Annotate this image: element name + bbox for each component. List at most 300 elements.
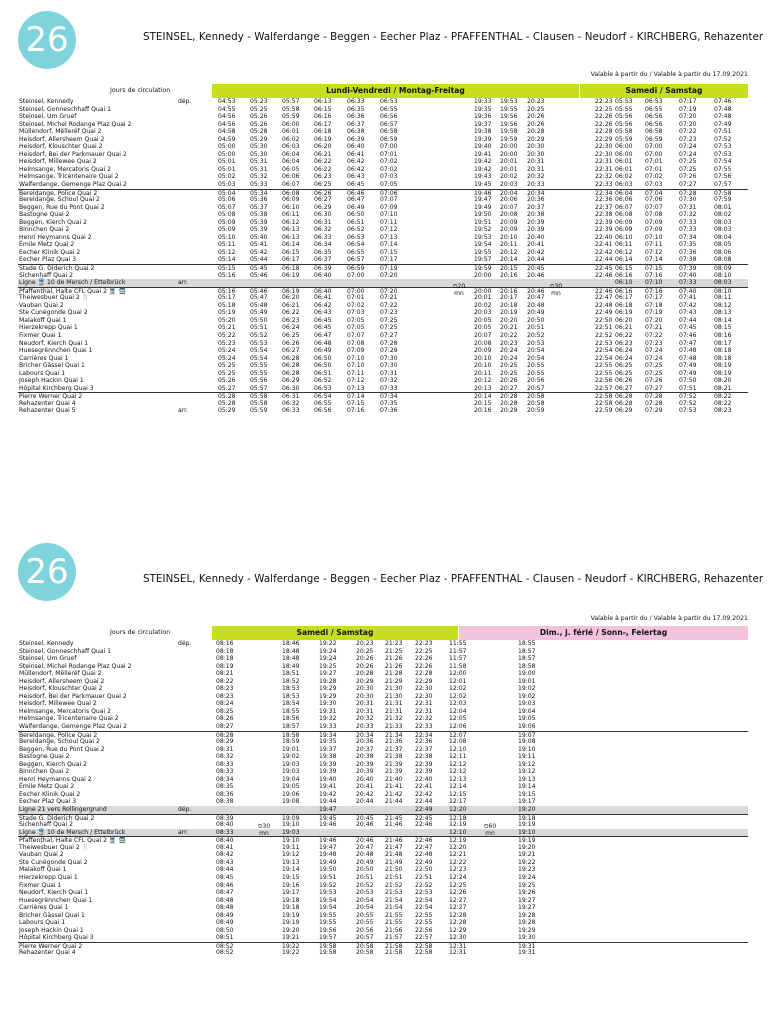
table-row xyxy=(18,798,748,806)
time-cell: 05:58 xyxy=(282,105,300,113)
time-cell: 21:26 xyxy=(385,662,403,670)
time-cell: 05:54 xyxy=(250,354,268,362)
time-cell: 07:48 xyxy=(714,105,732,113)
timetable-rows xyxy=(18,98,748,415)
time-cell: 20:20 xyxy=(500,316,518,324)
time-cell: 20:54 xyxy=(356,904,374,912)
time-cell: 07:09 xyxy=(347,347,365,355)
time-cell: 19:47 xyxy=(319,806,337,814)
time-cell: 22:50 xyxy=(415,866,433,874)
stop-name: Helmsange, Mercatoris Quai 2 xyxy=(19,165,112,173)
time-cell: 07:56 xyxy=(714,173,732,181)
time-cell: 07:17 xyxy=(380,256,398,264)
time-cell: 07:20 xyxy=(380,287,398,295)
stop-name: Bereldange, Police Quai 2 xyxy=(19,731,98,739)
time-cell: 08:35 xyxy=(216,783,234,791)
time-cell: 08:10 xyxy=(714,271,732,279)
time-cell: 22:31 xyxy=(415,700,433,708)
time-cell: 05:00 xyxy=(218,150,236,158)
time-cell: 22:40 xyxy=(415,775,433,783)
time-cell: 05:23 xyxy=(250,98,268,105)
time-cell: 05:48 xyxy=(250,301,268,309)
table-row xyxy=(18,663,748,671)
stop-name: Neudorf, Kierch Quai 1 xyxy=(19,339,89,347)
stop-name: Joseph Hackin Quai 1 xyxy=(19,926,84,934)
time-cell: 21:47 xyxy=(385,843,403,851)
stop-suffix: arr. xyxy=(178,828,189,836)
time-cell: 21:53 xyxy=(385,889,403,897)
time-cell: 22:54 xyxy=(415,896,433,904)
time-cell: 05:27 xyxy=(218,384,236,392)
time-cell: 05:39 xyxy=(250,226,268,234)
table-row xyxy=(18,708,748,716)
table-row xyxy=(18,927,748,935)
time-cell: 19:01 xyxy=(282,745,300,753)
time-cell: 06:23 xyxy=(314,173,332,181)
time-cell: 20:41 xyxy=(356,783,374,791)
sunday-band: Dim., j. férié / Sonn-, Feiertag xyxy=(459,626,748,640)
stop-name: Fixmer Quai 1 xyxy=(19,331,62,339)
time-cell: 06:57 xyxy=(380,120,398,128)
time-cell: 07:14 xyxy=(645,256,663,264)
time-cell: 08:33 xyxy=(216,768,234,776)
time-cell: 06:06 xyxy=(615,196,633,204)
time-cell: 06:55 xyxy=(380,105,398,113)
time-cell: 06:19 xyxy=(282,287,300,295)
time-cell: 05:24 xyxy=(218,354,236,362)
time-cell: 06:22 xyxy=(314,165,332,173)
time-cell: 05:16 xyxy=(218,271,236,279)
time-cell: 05:34 xyxy=(250,189,268,197)
time-cell: 06:50 xyxy=(347,211,365,219)
time-cell: 20:13 xyxy=(474,384,492,392)
time-cell: 07:06 xyxy=(645,196,663,204)
table-row xyxy=(18,294,748,302)
time-cell: 06:13 xyxy=(282,233,300,241)
time-cell: 06:37 xyxy=(347,120,365,128)
time-cell: 06:26 xyxy=(615,377,633,385)
time-cell: 20:38 xyxy=(356,753,374,761)
stop-name: Steinsel, Um Gruef xyxy=(19,113,77,121)
time-cell: 07:33 xyxy=(679,279,697,287)
time-cell: 08:41 xyxy=(216,843,234,851)
time-cell: 07:20 xyxy=(679,113,697,121)
time-cell: 11:57 xyxy=(449,655,467,663)
time-cell: 07:25 xyxy=(679,165,697,173)
table-row xyxy=(18,904,748,912)
table-row xyxy=(18,640,748,648)
time-cell: 19:02 xyxy=(518,692,536,700)
time-cell: 06:14 xyxy=(282,241,300,249)
time-cell: 05:25 xyxy=(218,362,236,370)
stop-name: Eecher Plaz Quai 3 xyxy=(19,798,77,806)
time-cell: 20:12 xyxy=(500,248,518,256)
time-cell: 18:58 xyxy=(518,662,536,670)
time-cell: 05:14 xyxy=(218,256,236,264)
time-cell: 07:48 xyxy=(679,347,697,355)
time-cell: 19:55 xyxy=(474,248,492,256)
time-cell: 20:26 xyxy=(527,120,545,128)
time-cell: 05:19 xyxy=(218,309,236,317)
time-cell: 20:45 xyxy=(356,814,374,822)
time-cell: 07:19 xyxy=(679,105,697,113)
time-cell: 20:06 xyxy=(500,196,518,204)
time-cell: 08:26 xyxy=(216,715,234,723)
time-cell: 22:40 xyxy=(595,233,613,241)
time-cell: 07:48 xyxy=(679,354,697,362)
time-cell: 07:28 xyxy=(645,393,663,401)
time-cell: 22:54 xyxy=(595,354,613,362)
time-cell: 20:15 xyxy=(500,265,518,273)
time-cell: 05:12 xyxy=(218,248,236,256)
table-row xyxy=(18,814,748,822)
time-cell: 07:12 xyxy=(645,248,663,256)
time-cell: 12:03 xyxy=(449,700,467,708)
time-cell: 07:50 xyxy=(679,377,697,385)
table-row xyxy=(18,829,748,837)
stop-name: Pierre Werner Quai 2 xyxy=(19,942,83,950)
time-cell: 05:21 xyxy=(218,324,236,332)
table-row xyxy=(18,949,748,957)
time-cell: 20:37 xyxy=(527,203,545,211)
time-cell: 19:03 xyxy=(282,760,300,768)
time-cell: 22:58 xyxy=(595,393,613,401)
time-cell: 06:55 xyxy=(645,105,663,113)
time-cell: 21:25 xyxy=(385,647,403,655)
time-cell: 22:33 xyxy=(415,723,433,731)
stop-name: Heisdorf, Klouschter Quai 2 xyxy=(19,685,103,693)
stop-suffix: dép. xyxy=(178,806,192,814)
time-cell: 08:24 xyxy=(216,700,234,708)
stop-name: Fixmer Quai 1 xyxy=(19,881,62,889)
time-cell: 19:58 xyxy=(319,949,337,957)
table-row xyxy=(18,136,748,144)
time-cell: 06:52 xyxy=(347,226,365,234)
saturday-band: Samedi / Samstag xyxy=(212,626,458,640)
time-cell: 19:53 xyxy=(500,98,518,105)
table-row xyxy=(18,347,748,355)
time-cell: 07:44 xyxy=(679,316,697,324)
time-cell: 08:38 xyxy=(216,798,234,806)
time-cell: 07:27 xyxy=(645,384,663,392)
stop-name: Theiwesbuer Quai 2 🍴 xyxy=(19,294,90,302)
table-row xyxy=(18,370,748,378)
table-row xyxy=(18,377,748,385)
time-cell: 20:25 xyxy=(527,105,545,113)
time-cell: 08:15 xyxy=(714,324,732,332)
time-cell: 19:25 xyxy=(319,662,337,670)
time-cell: 19:44 xyxy=(319,798,337,806)
time-cell: 07:22 xyxy=(380,301,398,309)
time-cell: 12:19 xyxy=(449,821,467,829)
stop-name: Steinsel, Michel Rodange Plaz Quai 2 xyxy=(19,662,132,670)
time-cell: 06:56 xyxy=(380,113,398,121)
time-cell: 06:25 xyxy=(615,362,633,370)
stop-name: Walferdange, Gemenge Plaz Quai 2 xyxy=(19,181,128,189)
time-cell: 19:31 xyxy=(518,949,536,957)
time-cell: 20:31 xyxy=(527,165,545,173)
time-cell: 07:49 xyxy=(679,362,697,370)
time-cell: 07:40 xyxy=(679,287,697,295)
stop-name: Bricher Gässel Quai 1 xyxy=(19,362,85,370)
time-cell: 12:14 xyxy=(449,783,467,791)
time-cell: 08:01 xyxy=(714,203,732,211)
time-cell: 07:21 xyxy=(380,294,398,302)
validity-note: Valable à partir du / Valable à partir du 17.09.2021 xyxy=(590,71,748,78)
time-cell: 05:00 xyxy=(218,143,236,151)
time-cell: 19:22 xyxy=(319,640,337,647)
time-cell: 05:46 xyxy=(250,287,268,295)
time-cell: 05:59 xyxy=(615,135,633,143)
time-cell: 07:15 xyxy=(645,265,663,273)
time-cell: 12:24 xyxy=(449,873,467,881)
table-row xyxy=(18,791,748,799)
frequency-note-1: ⏲30 mn xyxy=(257,823,271,837)
table-row xyxy=(18,324,748,332)
time-cell: 22:30 xyxy=(595,150,613,158)
table-row xyxy=(18,279,748,287)
time-cell: 07:35 xyxy=(679,241,697,249)
time-cell: 18:54 xyxy=(282,700,300,708)
time-cell: 07:25 xyxy=(380,324,398,332)
time-cell: 08:34 xyxy=(216,775,234,783)
time-cell: 07:25 xyxy=(679,158,697,166)
table-row xyxy=(18,715,748,723)
time-cell: 19:12 xyxy=(518,760,536,768)
time-cell: 08:09 xyxy=(714,265,732,273)
time-cell: 06:28 xyxy=(615,399,633,407)
table-row xyxy=(18,738,748,746)
time-cell: 08:32 xyxy=(216,753,234,761)
time-cell: 07:03 xyxy=(645,181,663,189)
time-cell: 20:00 xyxy=(474,287,492,295)
stop-name: Eecher Klinik Quai 2 xyxy=(19,248,81,256)
time-cell: 21:40 xyxy=(385,775,403,783)
time-cell: 05:28 xyxy=(250,128,268,136)
time-cell: 19:20 xyxy=(282,926,300,934)
time-cell: 22:53 xyxy=(415,889,433,897)
time-cell: 07:09 xyxy=(380,203,398,211)
time-cell: 07:00 xyxy=(347,287,365,295)
time-cell: 06:13 xyxy=(314,98,332,105)
table-row xyxy=(18,332,748,340)
time-cell: 05:26 xyxy=(250,120,268,128)
time-cell: 19:14 xyxy=(518,783,536,791)
time-cell: 08:22 xyxy=(714,399,732,407)
time-cell: 08:02 xyxy=(714,211,732,219)
time-cell: 05:46 xyxy=(250,271,268,279)
time-cell: 04:56 xyxy=(218,113,236,121)
table-row xyxy=(18,189,748,197)
time-cell: 18:55 xyxy=(282,707,300,715)
time-cell: 19:36 xyxy=(474,113,492,121)
stop-name: Ligne 🚆 10 de Mersch / Ettelbrück xyxy=(19,828,126,836)
time-cell: 22:59 xyxy=(595,407,613,415)
time-cell: 12:28 xyxy=(449,911,467,919)
time-cell: 07:30 xyxy=(380,354,398,362)
time-cell: 22:55 xyxy=(595,362,613,370)
time-cell: 21:32 xyxy=(385,715,403,723)
time-cell: 20:54 xyxy=(527,347,545,355)
time-cell: 06:28 xyxy=(615,393,633,401)
time-cell: 20:10 xyxy=(474,362,492,370)
time-cell: 20:49 xyxy=(356,858,374,866)
time-cell: 06:20 xyxy=(282,294,300,302)
stop-name: Steinsel, Gonneschhaff Quai 1 xyxy=(19,105,111,113)
time-cell: 20:39 xyxy=(527,226,545,234)
time-cell: 18:49 xyxy=(282,662,300,670)
time-cell: 08:45 xyxy=(216,873,234,881)
table-row xyxy=(18,173,748,181)
stop-name: Walferdange, Gemenge Plaz Quai 2 xyxy=(19,723,128,731)
time-cell: 19:33 xyxy=(474,98,492,105)
time-cell: 22:48 xyxy=(415,851,433,859)
time-cell: 07:20 xyxy=(645,316,663,324)
time-cell: 08:20 xyxy=(714,377,732,385)
time-cell: 12:10 xyxy=(449,828,467,836)
stop-name: Sichenhaff Quai 2 xyxy=(19,821,74,829)
stop-name: Eecher Plaz Quai 3 xyxy=(19,256,77,264)
stop-name: Émile Metz Quai 2 xyxy=(19,783,75,791)
time-cell: 08:48 xyxy=(216,896,234,904)
time-cell: 19:52 xyxy=(474,226,492,234)
time-cell: 19:46 xyxy=(474,189,492,197)
time-cell: 05:10 xyxy=(218,233,236,241)
time-cell: 07:15 xyxy=(380,248,398,256)
time-cell: 19:39 xyxy=(319,760,337,768)
time-cell: 19:12 xyxy=(518,768,536,776)
time-cell: 19:23 xyxy=(518,866,536,874)
time-cell: 12:13 xyxy=(449,775,467,783)
time-cell: 20:26 xyxy=(356,662,374,670)
time-cell: 19:03 xyxy=(518,700,536,708)
time-cell: 05:44 xyxy=(250,256,268,264)
time-cell: 04:55 xyxy=(218,105,236,113)
stop-name: Rehazenter Quai 4 xyxy=(19,949,76,957)
table-row xyxy=(18,776,748,784)
stop-name: Neudorf, Kierch Quai 1 xyxy=(19,889,89,897)
table-row xyxy=(18,934,748,942)
time-cell: 07:16 xyxy=(645,287,663,295)
time-cell: 12:31 xyxy=(449,942,467,950)
time-cell: 06:48 xyxy=(314,339,332,347)
time-cell: 20:54 xyxy=(527,354,545,362)
time-cell: 06:12 xyxy=(282,218,300,226)
time-cell: 08:23 xyxy=(216,692,234,700)
time-cell: 12:05 xyxy=(449,715,467,723)
stop-name: Pfaffenthal, Halte CFL Quai 2 🚆 🚍 xyxy=(19,287,127,295)
time-cell: 22:29 xyxy=(415,677,433,685)
time-cell: 19:27 xyxy=(319,670,337,678)
stop-name: Bereldange, Police Quai 2 xyxy=(19,189,98,197)
time-cell: 05:28 xyxy=(218,399,236,407)
time-cell: 19:15 xyxy=(282,873,300,881)
stop-name: Heisdorf, Bei der Parkmauer Quai 2 xyxy=(19,150,127,158)
time-cell: 21:46 xyxy=(385,837,403,845)
time-cell: 04:56 xyxy=(218,120,236,128)
time-cell: 07:49 xyxy=(679,369,697,377)
time-cell: 20:32 xyxy=(527,173,545,181)
time-cell: 07:11 xyxy=(645,241,663,249)
time-cell: 22:41 xyxy=(415,783,433,791)
time-cell: 06:07 xyxy=(615,203,633,211)
time-cell: 19:14 xyxy=(282,866,300,874)
time-cell: 20:11 xyxy=(500,241,518,249)
time-cell: 06:03 xyxy=(615,181,633,189)
time-cell: 20:16 xyxy=(474,407,492,415)
time-cell: 08:52 xyxy=(216,942,234,950)
time-cell: 07:36 xyxy=(380,407,398,415)
table-header xyxy=(18,84,748,98)
time-cell: 12:30 xyxy=(449,934,467,942)
time-cell: 20:29 xyxy=(356,677,374,685)
table-row xyxy=(18,128,748,136)
time-cell: 19:55 xyxy=(500,105,518,113)
time-cell: 07:24 xyxy=(645,347,663,355)
time-cell: 06:39 xyxy=(314,265,332,273)
table-row xyxy=(18,241,748,249)
time-cell: 19:58 xyxy=(500,128,518,136)
time-cell: 20:03 xyxy=(474,309,492,317)
time-cell: 20:52 xyxy=(356,881,374,889)
table-row xyxy=(18,685,748,693)
time-cell: 05:01 xyxy=(218,165,236,173)
time-cell: 19:39 xyxy=(474,135,492,143)
time-cell: 06:09 xyxy=(615,226,633,234)
stop-name: Vauban Quai 2 xyxy=(19,301,64,309)
time-cell: 05:18 xyxy=(218,301,236,309)
timetable-table xyxy=(18,84,748,415)
time-cell: 20:40 xyxy=(356,775,374,783)
time-cell: 06:17 xyxy=(615,294,633,302)
time-cell: 05:38 xyxy=(250,211,268,219)
time-cell: 07:01 xyxy=(347,294,365,302)
time-cell: 20:24 xyxy=(500,347,518,355)
time-cell: 19:11 xyxy=(518,753,536,761)
time-cell: 08:42 xyxy=(216,851,234,859)
time-cell: 05:47 xyxy=(250,294,268,302)
time-cell: 06:04 xyxy=(615,189,633,197)
time-cell: 20:33 xyxy=(527,181,545,189)
route-title: STEINSEL, Kennedy - Walferdange - Beggen - Eecher Plaz - PFAFFENTHAL - Clausen - Neudorf - KIRCHBERG, Rehazenter xyxy=(143,31,764,43)
time-cell: 08:46 xyxy=(216,881,234,889)
time-cell: 08:22 xyxy=(216,677,234,685)
time-cell: 19:05 xyxy=(518,715,536,723)
stop-name: Henri Heymanns Quai 2 xyxy=(19,233,92,241)
time-cell: 19:10 xyxy=(518,828,536,836)
time-cell: 19:02 xyxy=(518,685,536,693)
time-cell: 07:10 xyxy=(380,211,398,219)
time-cell: 12:10 xyxy=(449,745,467,753)
time-cell: 05:02 xyxy=(218,173,236,181)
time-cell: 08:11 xyxy=(714,294,732,302)
time-cell: 18:46 xyxy=(282,640,300,647)
time-cell: 19:50 xyxy=(319,866,337,874)
time-cell: 20:47 xyxy=(527,294,545,302)
time-cell: 20:04 xyxy=(500,189,518,197)
time-cell: 08:06 xyxy=(714,248,732,256)
time-cell: 22:30 xyxy=(415,685,433,693)
table-row xyxy=(18,783,748,791)
time-cell: 22:31 xyxy=(415,707,433,715)
time-cell: 22:46 xyxy=(415,837,433,845)
route-number-badge: 26 xyxy=(18,11,76,69)
time-cell: 19:29 xyxy=(518,926,536,934)
time-cell: 19:40 xyxy=(474,143,492,151)
time-cell: 06:25 xyxy=(282,331,300,339)
time-cell: 21:44 xyxy=(385,798,403,806)
time-cell: 20:29 xyxy=(527,135,545,143)
